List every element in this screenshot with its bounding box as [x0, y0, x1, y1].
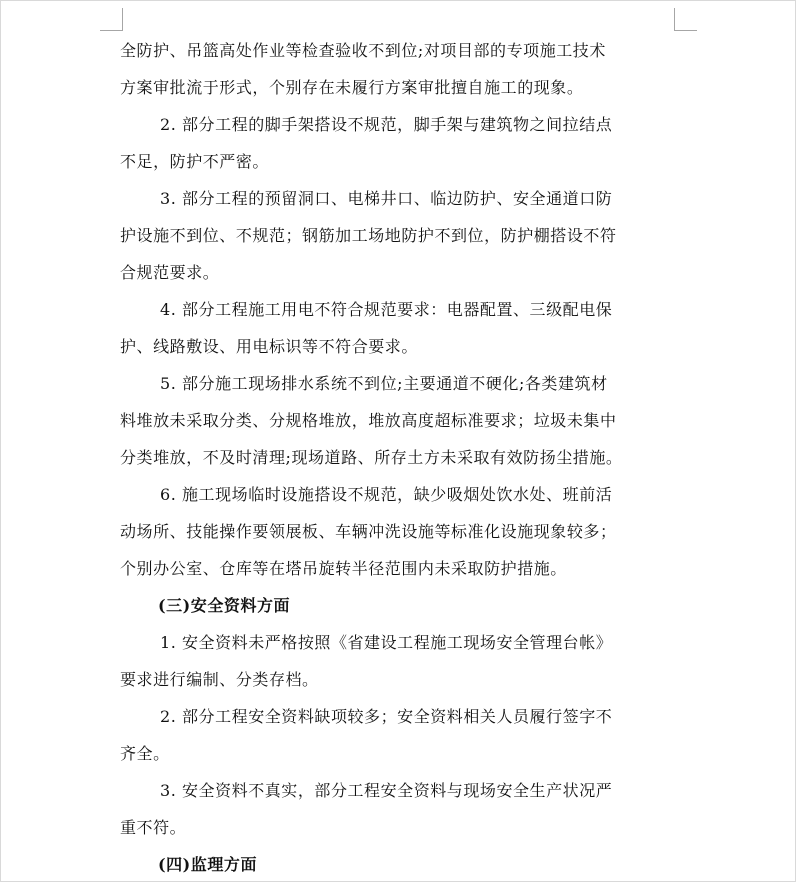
- text-line: 3. 部分工程的预留洞口、电梯井口、临边防护、安全通道口防: [160, 189, 613, 208]
- text-line: 护、线路敷设、用电标识等不符合要求。: [120, 337, 418, 356]
- text-line: 个别办公室、仓库等在塔吊旋转半径范围内未采取防护措施。: [120, 559, 567, 578]
- text-line: 护设施不到位、不规范；钢筋加工场地防护不到位，防护棚搭设不符: [120, 226, 617, 245]
- margin-corner-mark-left: [100, 8, 123, 31]
- text-line: 料堆放未采取分类、分规格堆放，堆放高度超标准要求；垃圾未集中: [120, 411, 617, 430]
- text-line: 分类堆放，不及时清理;现场道路、所存土方未采取有效防扬尘措施。: [120, 448, 623, 467]
- text-line: 全防护、吊篮高处作业等检查验收不到位;对项目部的专项施工技术: [120, 41, 606, 60]
- text-line: 不足，防护不严密。: [120, 152, 269, 171]
- text-line: 方案审批流于形式，个别存在未履行方案审批擅自施工的现象。: [120, 78, 584, 97]
- section-heading: (三)安全资料方面: [158, 596, 291, 615]
- margin-corner-mark-right: [674, 8, 697, 31]
- text-line: 要求进行编制、分类存档。: [120, 670, 319, 689]
- text-line: 齐全。: [120, 744, 170, 763]
- section-heading: (四)监理方面: [158, 855, 257, 874]
- text-line: 4. 部分工程施工用电不符合规范要求：电器配置、三级配电保: [160, 300, 613, 319]
- text-line: 合规范要求。: [120, 263, 220, 282]
- text-line: 3. 安全资料不真实，部分工程安全资料与现场安全生产状况严: [160, 781, 613, 800]
- text-line: 重不符。: [120, 818, 187, 837]
- text-line: 1. 安全资料未严格按照《省建设工程施工现场安全管理台帐》: [160, 633, 613, 652]
- text-line: 6. 施工现场临时设施搭设不规范，缺少吸烟处饮水处、班前活: [160, 485, 613, 504]
- document-body: [120, 32, 680, 883]
- text-line: 2. 部分工程的脚手架搭设不规范，脚手架与建筑物之间拉结点: [160, 115, 613, 134]
- text-line: 5. 部分施工现场排水系统不到位;主要通道不硬化;各类建筑材: [160, 374, 608, 393]
- text-line: 动场所、技能操作要领展板、车辆冲洗设施等标准化设施现象较多；: [120, 522, 617, 541]
- text-line: 2. 部分工程安全资料缺项较多；安全资料相关人员履行签字不: [160, 707, 613, 726]
